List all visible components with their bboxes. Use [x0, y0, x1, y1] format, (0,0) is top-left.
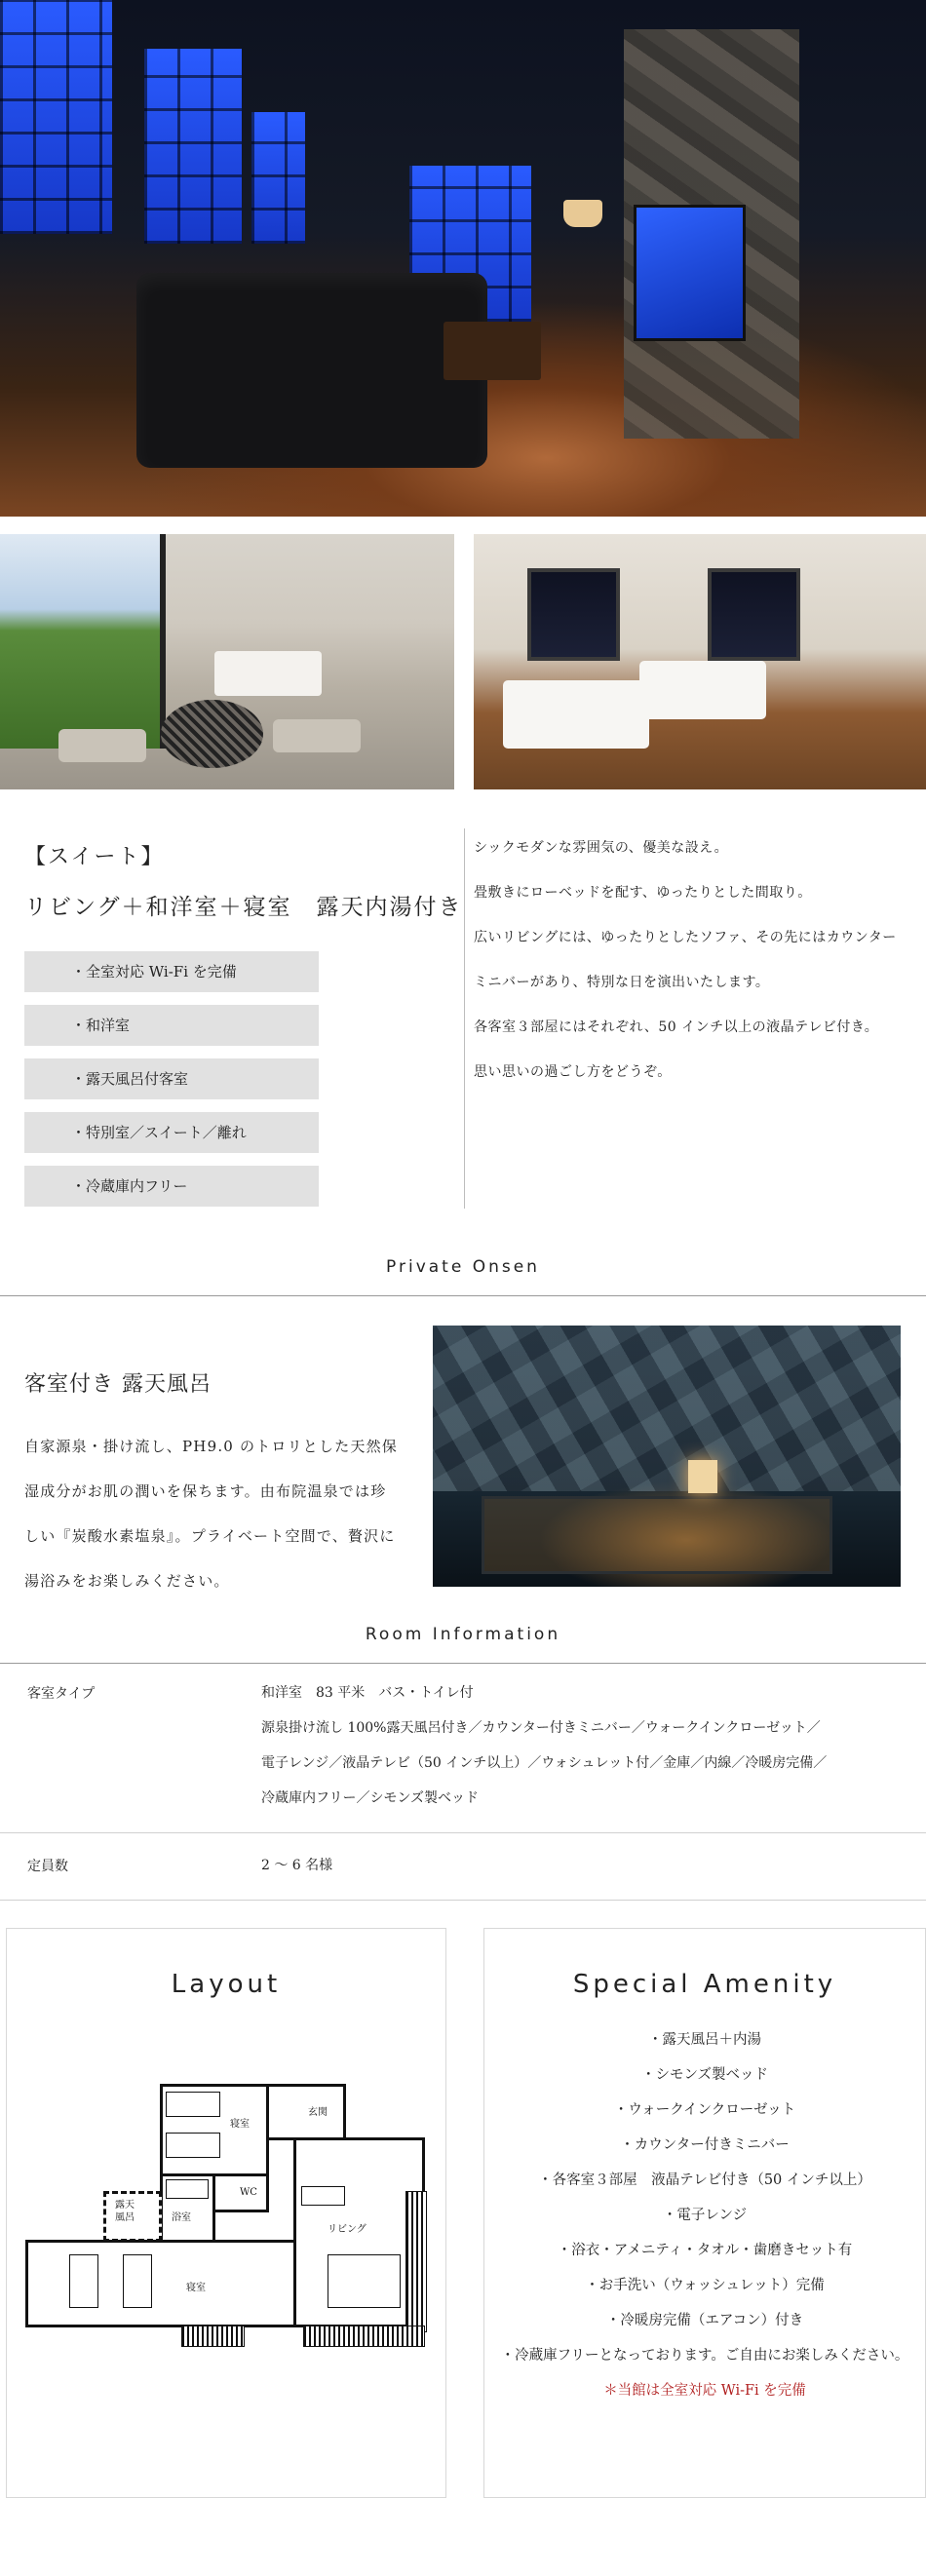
amenity-item: ・電子レンジ [662, 2208, 748, 2223]
plan-label-outdoor-bath [115, 2199, 135, 2224]
feature-tag: ・冷蔵庫内フリー [24, 1166, 319, 1207]
bedroom-window [708, 568, 800, 661]
amenity-box [483, 1928, 926, 2498]
onsen-title: 客室付き 露天風呂 [24, 1372, 212, 1397]
plan-bed [166, 2133, 220, 2158]
plan-bathtub [166, 2179, 209, 2199]
onsen-text-line: しい『炭酸水素塩泉』。プライベート空間で、贅沢に [24, 1527, 396, 1545]
shoji-window-left [0, 0, 112, 234]
plan-bed [166, 2092, 220, 2117]
amenity-item: ・シモンズ製ベッド [640, 2067, 769, 2083]
coffee-table [444, 322, 541, 380]
bed [503, 680, 649, 749]
plan-room-bedroom-bottom [25, 2240, 296, 2327]
onsen-text-line: 自家源泉・掛け流し、PH9.0 のトロリとした天然保 [24, 1438, 398, 1455]
floor-lamp [563, 200, 602, 227]
amenity-item: ・各客室３部屋 液晶テレビ付き（50 インチ以上） [538, 2172, 871, 2188]
amenity-item: ・カウンター付きミニバー [620, 2137, 790, 2153]
lantern [688, 1460, 717, 1493]
capacity-value: 2 ～ 6 名様 [261, 1858, 333, 1873]
feature-tag: ・特別室／スイート／離れ [24, 1112, 319, 1153]
feature-tag: ・和洋室 [24, 1005, 319, 1046]
description-line: シックモダンな雰囲気の、優美な設え。 [474, 840, 729, 856]
hero-living-room-photo [0, 0, 926, 517]
feature-tag: ・露天風呂付客室 [24, 1058, 319, 1099]
floor-cushion [273, 719, 361, 752]
bed [639, 661, 766, 719]
amenity-item: ・冷蔵庫フリーとなっております。ご自由にお楽しみください。 [500, 2348, 909, 2364]
woven-basket [161, 700, 263, 768]
info-divider [0, 1900, 926, 1901]
amenity-item: ・ウォークインクローゼット [613, 2102, 796, 2118]
tv [634, 205, 746, 341]
room-type-line: 源泉掛け流し 100%露天風呂付き／カウンター付きミニバー／ウォークインクローゼット／ [261, 1720, 821, 1736]
room-type-line: 電子レンジ／液晶テレビ（50 インチ以上）／ウォシュレット付／金庫／内線／冷暖房完備／ [261, 1755, 828, 1771]
plan-deck [181, 2326, 245, 2347]
amenity-item: ・冷暖房完備（エアコン）付き [605, 2313, 804, 2328]
amenity-title: Special Amenity [572, 1970, 837, 1999]
bedroom-window [527, 568, 620, 661]
description-line: 畳敷きにローベッドを配す、ゆったりとした間取り。 [474, 885, 812, 901]
plan-deck [405, 2191, 427, 2332]
bath-tub [482, 1496, 832, 1574]
shoji-window-center [144, 49, 242, 244]
amenity-item: ・露天風呂＋内湯 [648, 2032, 761, 2048]
description-line: 各客室３部屋にはそれぞれ、50 インチ以上の液晶テレビ付き。 [474, 1019, 879, 1035]
japanese-room-photo [0, 534, 454, 789]
shoji-window-small [251, 112, 305, 244]
plan-label-wc: WC [240, 2187, 257, 2198]
room-type-line: 冷蔵庫内フリー／シモンズ製ベッド [261, 1790, 480, 1806]
plan-label-living: リビング [328, 2224, 367, 2235]
suite-label: 【スイート】 [24, 845, 165, 869]
floor-cushion [58, 729, 146, 762]
private-onsen-heading: Private Onsen [386, 1257, 540, 1277]
room-information-heading: Room Information [365, 1625, 561, 1644]
plan-counter [301, 2186, 345, 2206]
section-divider [0, 1295, 926, 1296]
section-divider [0, 1663, 926, 1664]
plan-label-bedroom-bottom: 寝室 [186, 2283, 206, 2293]
plan-label-entrance: 玄関 [308, 2107, 328, 2118]
plan-sofa [328, 2254, 401, 2308]
plan-bed [123, 2254, 152, 2308]
plan-deck [303, 2326, 425, 2347]
onsen-text-line: 湯浴みをお楽しみください。 [24, 1572, 230, 1590]
plan-label-outdoor-bath-line: 露天 [115, 2200, 135, 2211]
layout-title: Layout [171, 1970, 282, 1999]
description-line: 広いリビングには、ゆったりとしたソファ、その先にはカウンター [474, 930, 897, 945]
room-type-label: 客室タイプ [27, 1686, 96, 1702]
room-type-line: 和洋室 83 平米 バス・トイレ付 [261, 1685, 474, 1701]
floor-plan [25, 2084, 435, 2362]
amenity-item: ・浴衣・アメニティ・タオル・歯磨きセット有 [557, 2243, 853, 2258]
bedroom-photo [474, 534, 926, 789]
futon-bed [214, 651, 322, 696]
stone-wall [433, 1326, 901, 1491]
suite-title: リビング＋和洋室＋寝室 露天内湯付き [24, 895, 463, 920]
sofa [136, 273, 487, 468]
onsen-photo [433, 1326, 901, 1587]
plan-label-bedroom-top: 寝室 [230, 2119, 250, 2130]
info-divider [0, 1832, 926, 1833]
plan-label-outdoor-bath-line: 風呂 [115, 2212, 135, 2223]
plan-label-bath: 浴室 [172, 2212, 191, 2223]
feature-tag: ・全室対応 Wi-Fi を完備 [24, 951, 319, 992]
description-line: ミニバーがあり、特別な日を演出いたします。 [474, 975, 770, 990]
onsen-text-line: 湿成分がお肌の潤いを保ちます。由布院温泉では珍 [24, 1482, 387, 1500]
amenity-wifi-note: ＊当館は全室対応 Wi-Fi を完備 [603, 2383, 806, 2399]
plan-room-entrance [266, 2084, 346, 2140]
plan-bed [69, 2254, 98, 2308]
garden-window [0, 534, 166, 749]
description-line: 思い思いの過ごし方をどうぞ。 [474, 1064, 672, 1080]
amenity-item: ・お手洗い（ウォッシュレット）完備 [585, 2278, 825, 2293]
column-divider [464, 828, 465, 1209]
capacity-label: 定員数 [27, 1859, 68, 1874]
